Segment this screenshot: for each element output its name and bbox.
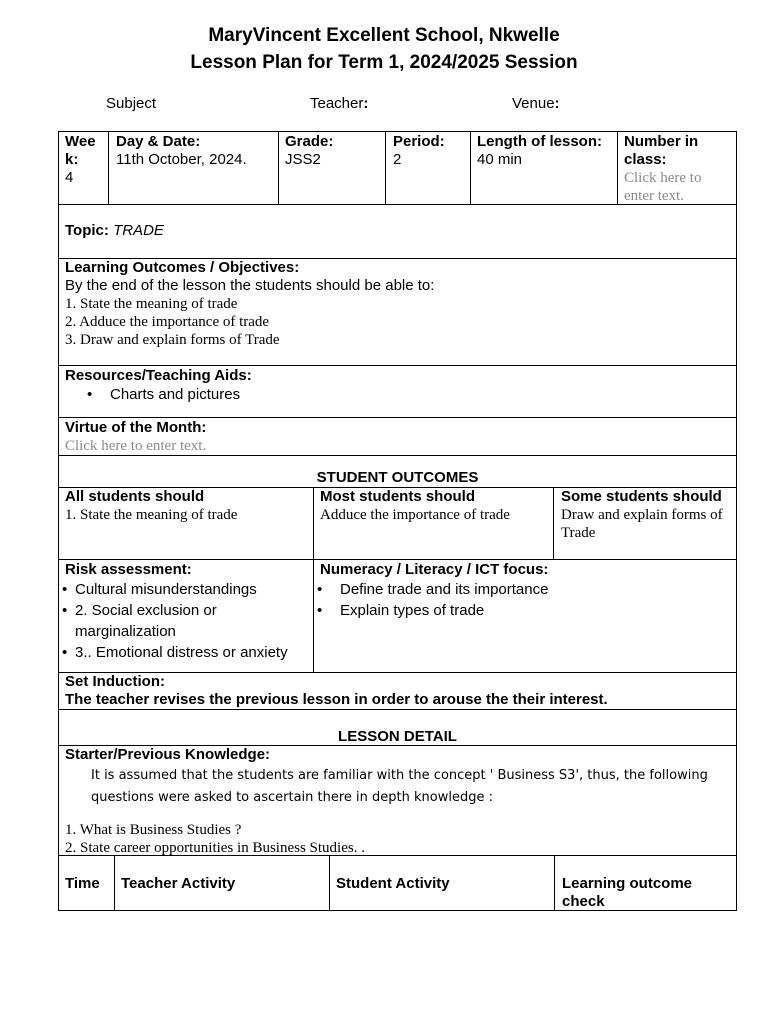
- resource-item: [65, 384, 725, 405]
- numeracy-item-text: Explain types of trade: [340, 602, 485, 619]
- all-students-cell: [65, 488, 310, 524]
- starter-question: 1. What is Business Studies ?: [65, 822, 242, 838]
- resource-item-text: Charts and pictures: [110, 386, 241, 403]
- risk-item: [65, 579, 310, 600]
- starter-knowledge: [65, 746, 733, 857]
- length-cell: [477, 133, 615, 169]
- topic-label: Topic:: [65, 222, 109, 239]
- period-value: 2: [393, 151, 402, 168]
- date-cell: [116, 133, 276, 169]
- number-label: Number in class:: [624, 133, 699, 168]
- risk-label: Risk assessment:: [65, 561, 192, 578]
- teacher-label: Teacher: [310, 95, 364, 112]
- date-label: Day & Date:: [116, 133, 201, 150]
- week-value: 4: [65, 169, 74, 186]
- objective-item: 2. Adduce the importance of trade: [65, 314, 270, 330]
- length-label: Length of lesson:: [477, 133, 602, 150]
- most-students-label: Most students should: [320, 488, 475, 505]
- resources: [65, 367, 725, 405]
- resources-label: Resources/Teaching Aids:: [65, 367, 252, 384]
- virtue: [65, 419, 725, 455]
- venue-colon: :: [554, 95, 560, 112]
- risk-item: [65, 600, 310, 642]
- grade-cell: [285, 133, 383, 169]
- venue-label: Venue: [512, 95, 555, 112]
- risk-item-text: Cultural misunderstandings: [75, 581, 257, 598]
- virtue-placeholder[interactable]: Click here to enter text.: [65, 438, 207, 454]
- most-students-value: Adduce the importance of trade: [320, 507, 510, 523]
- teacher-colon: :: [363, 95, 369, 112]
- risk-item-text: 3.. Emotional distress or anxiety: [75, 644, 288, 661]
- risk-assessment: [65, 561, 310, 663]
- numeracy-label: Numeracy / Literacy / ICT focus:: [320, 561, 549, 578]
- period-cell: [393, 133, 468, 169]
- date-value: 11th October, 2024.: [116, 151, 247, 168]
- most-students-cell: [320, 488, 550, 524]
- grade-value: JSS2: [285, 151, 321, 168]
- some-students-cell: [561, 488, 733, 542]
- number-cell: [624, 133, 734, 205]
- objectives: [65, 259, 725, 349]
- starter-label: Starter/Previous Knowledge:: [65, 746, 271, 763]
- number-placeholder[interactable]: Click here to enter text.: [624, 170, 702, 204]
- teacher-field: [310, 95, 368, 113]
- risk-item-text: 2. Social exclusion or marginalization: [75, 602, 217, 640]
- objectives-intro: By the end of the lesson the students should be able to:: [65, 277, 435, 294]
- week-cell: [65, 133, 105, 187]
- numeracy-item-text: Define trade and its importance: [340, 581, 549, 598]
- some-students-label: Some students should: [561, 488, 722, 505]
- objective-item: 1. State the meaning of trade: [65, 296, 238, 312]
- venue-field: [512, 95, 560, 113]
- col-time: Time: [65, 875, 100, 892]
- virtue-label: Virtue of the Month:: [65, 419, 207, 436]
- week-label: Wee k:: [65, 133, 96, 168]
- student-outcomes-heading: STUDENT OUTCOMES: [316, 469, 479, 486]
- col-student-activity: Student Activity: [336, 875, 450, 892]
- col-learning-check: Learning outcome check: [562, 875, 693, 910]
- induction-text: The teacher revises the previous lesson in order to arouse the their interest.: [65, 691, 608, 708]
- plan-title: Lesson Plan for Term 1, 2024/2025 Session: [190, 52, 578, 73]
- objectives-label: Learning Outcomes / Objectives:: [65, 259, 300, 276]
- starter-question: 2. State career opportunities in Business Studies. .: [65, 840, 365, 856]
- numeracy-focus: [320, 561, 730, 621]
- lesson-detail-heading: LESSON DETAIL: [338, 728, 457, 745]
- all-students-label: All students should: [65, 488, 205, 505]
- col-teacher-activity: Teacher Activity: [121, 875, 236, 892]
- period-label: Period:: [393, 133, 445, 150]
- topic: [65, 222, 164, 240]
- grade-label: Grade:: [285, 133, 334, 150]
- induction-label: Set Induction:: [65, 673, 165, 690]
- numeracy-item: [320, 600, 730, 621]
- objective-item: 3. Draw and explain forms of Trade: [65, 332, 280, 348]
- risk-item: [65, 642, 310, 663]
- topic-value: TRADE: [113, 222, 164, 239]
- all-students-value: 1. State the meaning of trade: [65, 507, 238, 523]
- starter-text: It is assumed that the students are familiar with the concept ' Business S3', thus, the following questions were asked to ascertain there in depth knowledge :: [91, 768, 708, 805]
- some-students-value: Draw and explain forms of Trade: [561, 507, 723, 541]
- school-name: MaryVincent Excellent School, Nkwelle: [208, 25, 560, 46]
- subject-field: [106, 95, 156, 113]
- numeracy-item: [320, 579, 730, 600]
- set-induction: [65, 673, 733, 709]
- length-value: 40 min: [477, 151, 523, 168]
- subject-label: Subject: [106, 95, 157, 112]
